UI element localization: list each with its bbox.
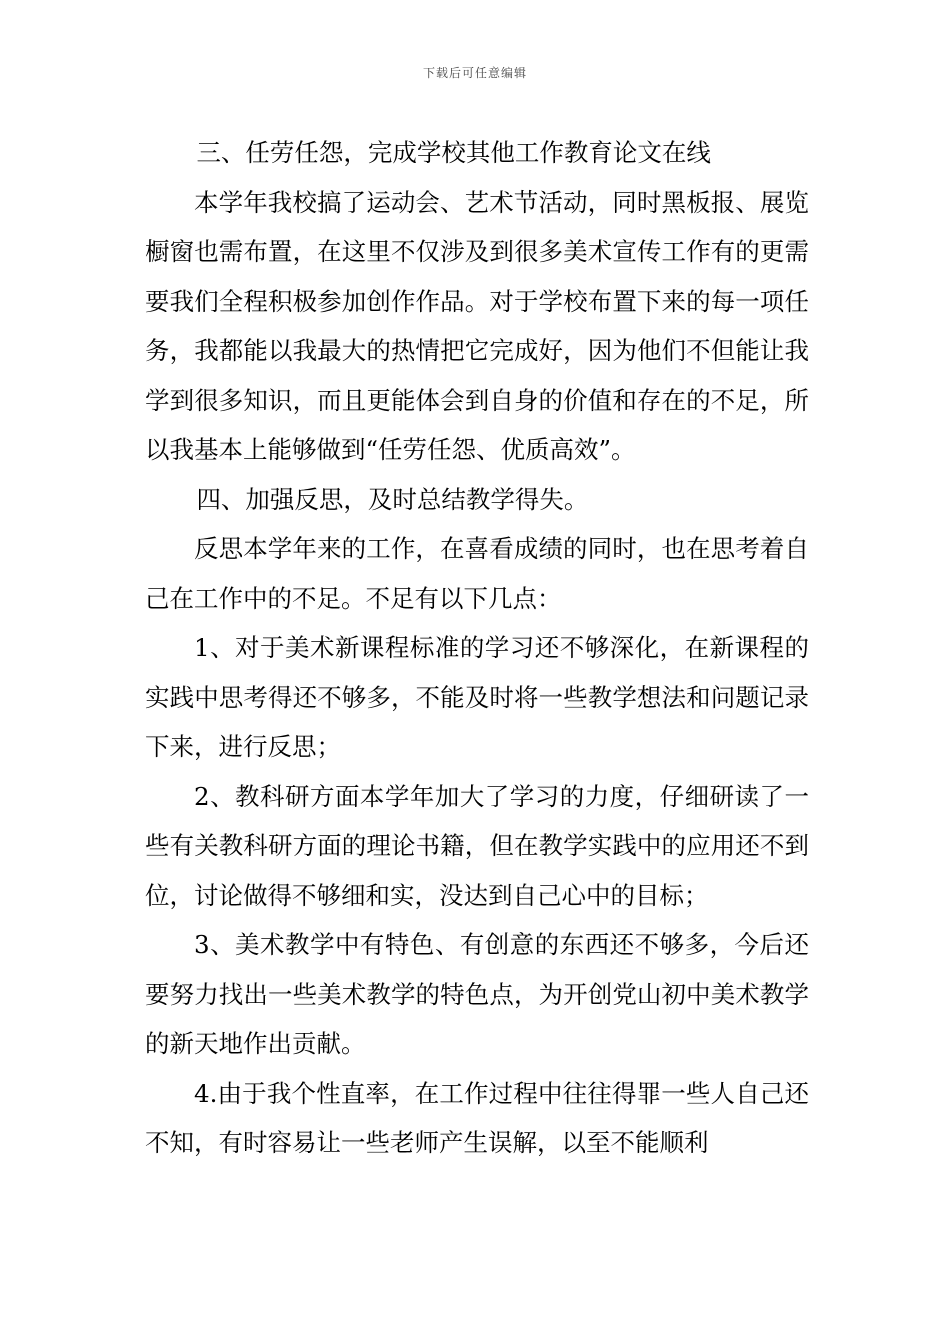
paragraph-activities: 本学年我校搞了运动会、艺术节活动，同时黑板报、展览橱窗也需布置，在这里不仅涉及到很多美术宣传工作有的更需要我们全程积极参加创作作品。对于学校布置下来的每一项任务，我都能以我最大的热情把它完成好，因为他们不但能让我学到很多知识，而且更能体会到自身的价值和存在的不足，所以我基本上能够做到“任劳任怨、优质高效”。 <box>145 187 809 464</box>
list-item-3: 3、美术教学中有特色、有创意的东西还不够多，今后还要努力找出一些美术教学的特色点，为开创党山初中美术教学的新天地作出贡献。 <box>145 930 809 1058</box>
list-item-4: 4.由于我个性直率，在工作过程中往往得罪一些人自己还不知，有时容易让一些老师产生误解，以至不能顺利 <box>145 1078 809 1157</box>
section-heading-4: 四、加强反思，及时总结教学得失。 <box>196 484 589 514</box>
list-item-2: 2、教科研方面本学年加大了学习的力度，仔细研读了一些有关教科研方面的理论书籍，但在教学实践中的应用还不到位，讨论做得不够细和实，没达到自己心中的目标； <box>145 781 809 910</box>
document-body <box>145 128 809 1168</box>
list-item-1: 1、对于美术新课程标准的学习还不够深化，在新课程的实践中思考得还不够多，不能及时将一些教学想法和问题记录下来，进行反思； <box>145 633 809 761</box>
page-header-note: 下载后可任意编辑 <box>422 66 527 80</box>
paragraph-reflection: 反思本学年来的工作，在喜看成绩的同时，也在思考着自己在工作中的不足。不足有以下几点： <box>145 534 809 613</box>
section-heading-3: 三、任劳任怨，完成学校其他工作教育论文在线 <box>196 138 711 167</box>
